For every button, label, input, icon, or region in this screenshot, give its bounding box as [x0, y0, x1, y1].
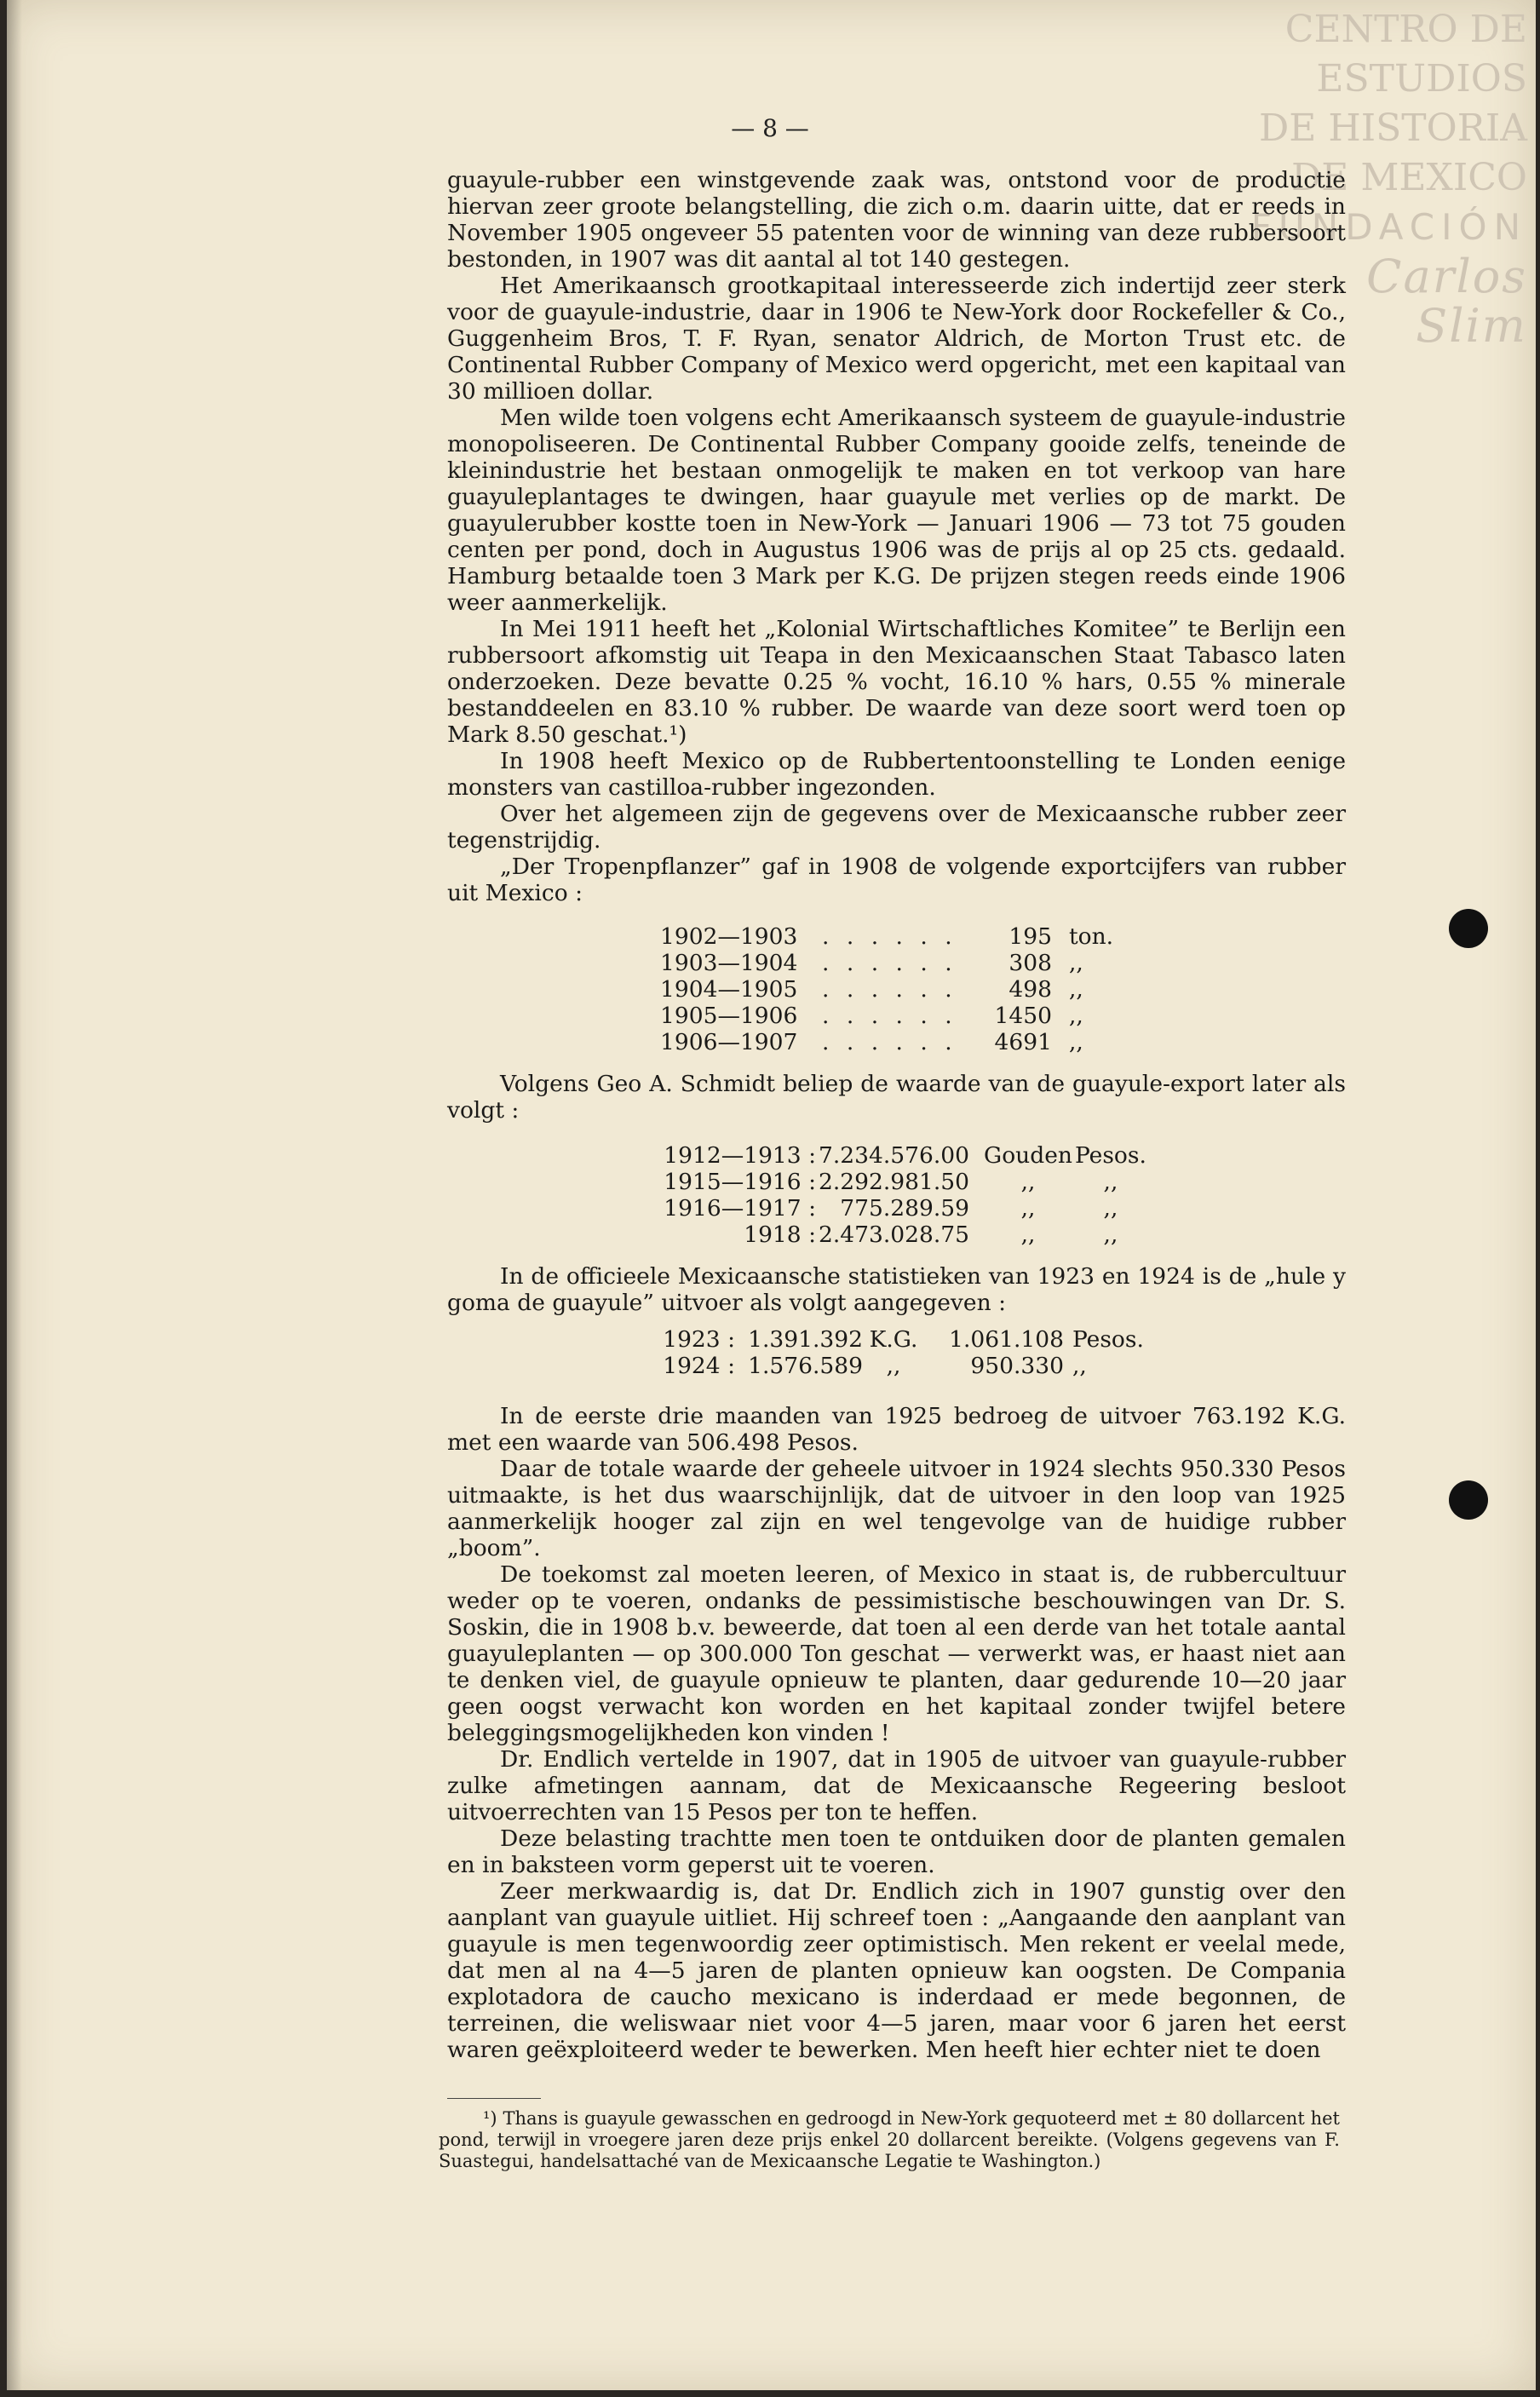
watermark-line: CENTRO DE — [1284, 8, 1527, 51]
table-cell: 1.061.108 — [949, 1326, 1064, 1353]
table-cell: Pesos. — [1072, 1326, 1144, 1353]
table-cell: 1905—1906 — [660, 1003, 798, 1029]
paragraph-group — [447, 1403, 1346, 2063]
table-cell: 4691 — [994, 1029, 1052, 1055]
punch-hole — [1449, 909, 1488, 948]
punch-hole — [1449, 1480, 1488, 1520]
table-cell: 1906—1907 — [660, 1029, 798, 1055]
paragraph: Zeer merkwaardig is, dat Dr. Endlich zich in 1907 gunstig over den aanplant van guayule uitliet. Hij schreef toen : „Aangaande den aanplant van guayule is men tegenwoordig zeer optimistisch. Men rekent er veelal mede, dat men al na 4—5 jaren de planten opnieuw kan oogsten. De Compania explotadora de caucho mexicano is inderdaad er mede begonnen, de terreinen, die weliswaar niet voor 4—5 jaren, maar voor 6 jaren het eerst waren geëxploiteerd weder te bewerken. Men heeft hier echter niet te doen — [447, 1878, 1346, 2063]
table-cell: 1912—1913 : — [664, 1142, 816, 1169]
table-cell: . . . . . . — [822, 976, 957, 1003]
watermark-line: ESTUDIOS — [1316, 57, 1527, 101]
table-cell: Pesos. — [1075, 1142, 1146, 1169]
table-cell: 1904—1905 — [660, 976, 798, 1003]
paragraph: Het Amerikaansch grootkapitaal interesseerde zich indertijd zeer sterk voor de guayule-industrie, daar in 1906 te New-York door Rockefeller & Co., Guggenheim Bros, T. F. Ryan, senator Aldrich, de Morton Trust etc. de Continental Rubber Company of Mexico werd opgericht, met een kapitaal van 30 millioen dollar. — [447, 273, 1346, 405]
table-row — [658, 1221, 1146, 1248]
watermark-line: FUNDACIÓN — [1250, 206, 1527, 248]
table-cell: ,, — [886, 1353, 901, 1379]
footnote-rule — [447, 2098, 541, 2099]
table-cell: 1918 : — [744, 1221, 816, 1248]
table-cell: 308 — [1008, 950, 1052, 976]
table-row — [658, 1326, 1144, 1353]
table-cell: ton. — [1069, 923, 1114, 950]
table-cell: ,, — [1069, 1029, 1083, 1055]
paragraph: In 1908 heeft Mexico op de Rubbertentoonstelling te Londen eenige monsters van castilloa-rubber ingezonden. — [447, 748, 1346, 801]
paragraph: In Mei 1911 heeft het „Kolonial Wirtschaftliches Komitee” te Berlijn een rubbersoort afkomstig uit Teapa in den Mexicaanschen Staat Tabasco laten onderzoeken. Deze bevatte 0.25 % vocht, 16.10 % hars, 0.55 % minerale bestanddeelen en 83.10 % rubber. De waarde van deze soort werd toen op Mark 8.50 geschat.¹) — [447, 616, 1346, 748]
table-cell: 1923 : — [663, 1326, 735, 1353]
watermark-signature: Carlos Slim — [1366, 250, 1527, 353]
table-row — [658, 1195, 1146, 1221]
table-cell: 775.289.59 — [840, 1195, 969, 1221]
table-row — [660, 923, 1113, 950]
paragraph-group — [447, 167, 1346, 906]
table-cell: . . . . . . — [822, 950, 957, 976]
table-cell: ,, — [1072, 1353, 1087, 1379]
table-row — [658, 1142, 1146, 1169]
paragraph: De toekomst zal moeten leeren, of Mexico in staat is, de rubbercultuur weder op te voeren, ondanks de pessimistische beschouwingen van Dr. S. Soskin, die in 1908 b.v. beweerde, dat toen al een derde van het totale aantal guayuleplanten — op 300.000 Ton geschat — verwerkt was, er haast niet aan te denken viel, de guayule opnieuw te planten, daar gedurende 10—20 jaar geen oogst verwacht kon worden en het kapitaal zonder twijfel betere beleggingsmogelijkheden kon vinden ! — [447, 1561, 1346, 1746]
table-row — [660, 1029, 1113, 1055]
paragraph: Over het algemeen zijn de gegevens over de Mexicaansche rubber zeer tegenstrijdig. — [447, 801, 1346, 854]
mexican-statistics-table — [658, 1326, 1144, 1379]
paragraph: „Der Tropenpflanzer” gaf in 1908 de volgende exportcijfers van rubber uit Mexico : — [447, 854, 1346, 906]
table-cell: ,, — [1069, 950, 1083, 976]
paragraph: Daar de totale waarde der geheele uitvoer in 1924 slechts 950.330 Pesos uitmaakte, is het dus waarschijnlijk, dat de uitvoer in den loop van 1925 aanmerkelijk hooger zal zijn en wel tengevolge van de huidige rubber „boom”. — [447, 1456, 1346, 1561]
paragraph: In de officieele Mexicaansche statistieken van 1923 en 1924 is de „hule y goma de guayule” uitvoer als volgt aangegeven : — [447, 1263, 1346, 1316]
paragraph: In de eerste drie maanden van 1925 bedroeg de uitvoer 763.192 K.G. met een waarde van 506.498 Pesos. — [447, 1403, 1346, 1456]
table-cell: K.G. — [869, 1326, 918, 1353]
paragraph: Deze belasting trachtte men toen te ontduiken door de planten gemalen en in baksteen vorm geperst uit te voeren. — [447, 1825, 1346, 1878]
table-cell: ,, — [1069, 976, 1083, 1003]
table-row — [660, 1003, 1113, 1029]
table-cell: 1924 : — [663, 1353, 735, 1379]
table-row — [658, 1169, 1146, 1195]
paragraph: Volgens Geo A. Schmidt beliep de waarde van de guayule-export later als volgt : — [447, 1071, 1346, 1124]
table-row — [658, 1353, 1144, 1379]
guayule-export-value-table — [658, 1142, 1146, 1248]
table-cell: . . . . . . — [822, 923, 957, 950]
footnote: ¹) Thans is guayule gewasschen en gedroogd in New-York gequoteerd met ± 80 dollarcent het pond, terwijl in vroegere jaren deze prijs enkel 20 dollarcent bereikte. (Volgens gegevens van F. Suastegui, handelsattaché van de Mexicaansche Legatie te Washington.) — [439, 2108, 1340, 2171]
watermark-line: DE MEXICO — [1291, 156, 1527, 199]
table-cell: Gouden — [984, 1142, 1072, 1169]
table-cell: ,, — [1103, 1195, 1118, 1221]
paragraph: Dr. Endlich vertelde in 1907, dat in 1905 de uitvoer van guayule-rubber zulke afmetingen aannam, dat de Mexicaansche Regeering besloot uitvoerrechten van 15 Pesos per ton te heffen. — [447, 1746, 1346, 1825]
table-cell: 2.292.981.50 — [818, 1169, 969, 1195]
table-row — [660, 950, 1113, 976]
table-cell: . . . . . . — [822, 1029, 957, 1055]
table-row — [660, 976, 1113, 1003]
table-cell: 1902—1903 — [660, 923, 798, 950]
table-cell: . . . . . . — [822, 1003, 957, 1029]
table-cell: 1903—1904 — [660, 950, 798, 976]
page-edge-shadow — [7, 0, 22, 2390]
table-cell: ,, — [1069, 1003, 1083, 1029]
paragraph: Men wilde toen volgens echt Amerikaansch systeem de guayule-industrie monopoliseeren. De Continental Rubber Company gooide zelfs, teneinde de kleinindustrie het bestaan onmogelijk te maken en tot verkoop van hare guayuleplantages te dwingen, haar guayule met verlies op de markt. De guayulerubber kostte toen in New-York — Januari 1906 — 73 tot 75 gouden centen per pond, doch in Augustus 1906 was de prijs al op 25 cts. gedaald. Hamburg betaalde toen 3 Mark per K.G. De prijzen stegen reeds einde 1906 weer aanmerkelijk. — [447, 405, 1346, 616]
table-cell: 1915—1916 : — [664, 1169, 816, 1195]
page-number: — 8 — — [731, 114, 809, 142]
table-cell: 950.330 — [970, 1353, 1064, 1379]
table-cell: 1.576.589 — [748, 1353, 863, 1379]
body-text — [447, 167, 1346, 2063]
table-cell: 195 — [1008, 923, 1052, 950]
table-cell: ,, — [1020, 1169, 1036, 1195]
table-cell: 1916—1917 : — [664, 1195, 816, 1221]
table-cell: 1.391.392 — [748, 1326, 863, 1353]
table-cell: 498 — [1008, 976, 1052, 1003]
table-cell: 2.473.028.75 — [818, 1221, 969, 1248]
paragraph: guayule-rubber een winstgevende zaak was, ontstond voor de productie hiervan zeer groote belangstelling, die zich o.m. daarin uitte, dat er reeds in November 1905 ongeveer 55 patenten voor de winning van deze rubbersoort bestonden, in 1907 was dit aantal al tot 140 gestegen. — [447, 167, 1346, 273]
table-cell: 7.234.576.00 — [818, 1142, 969, 1169]
table-cell: ,, — [1103, 1221, 1118, 1248]
watermark-line: DE HISTORIA — [1259, 106, 1527, 150]
table-cell: ,, — [1103, 1169, 1118, 1195]
table-cell: 1450 — [994, 1003, 1052, 1029]
table-cell: ,, — [1020, 1221, 1036, 1248]
table-cell: ,, — [1020, 1195, 1036, 1221]
export-table — [660, 923, 1113, 1055]
